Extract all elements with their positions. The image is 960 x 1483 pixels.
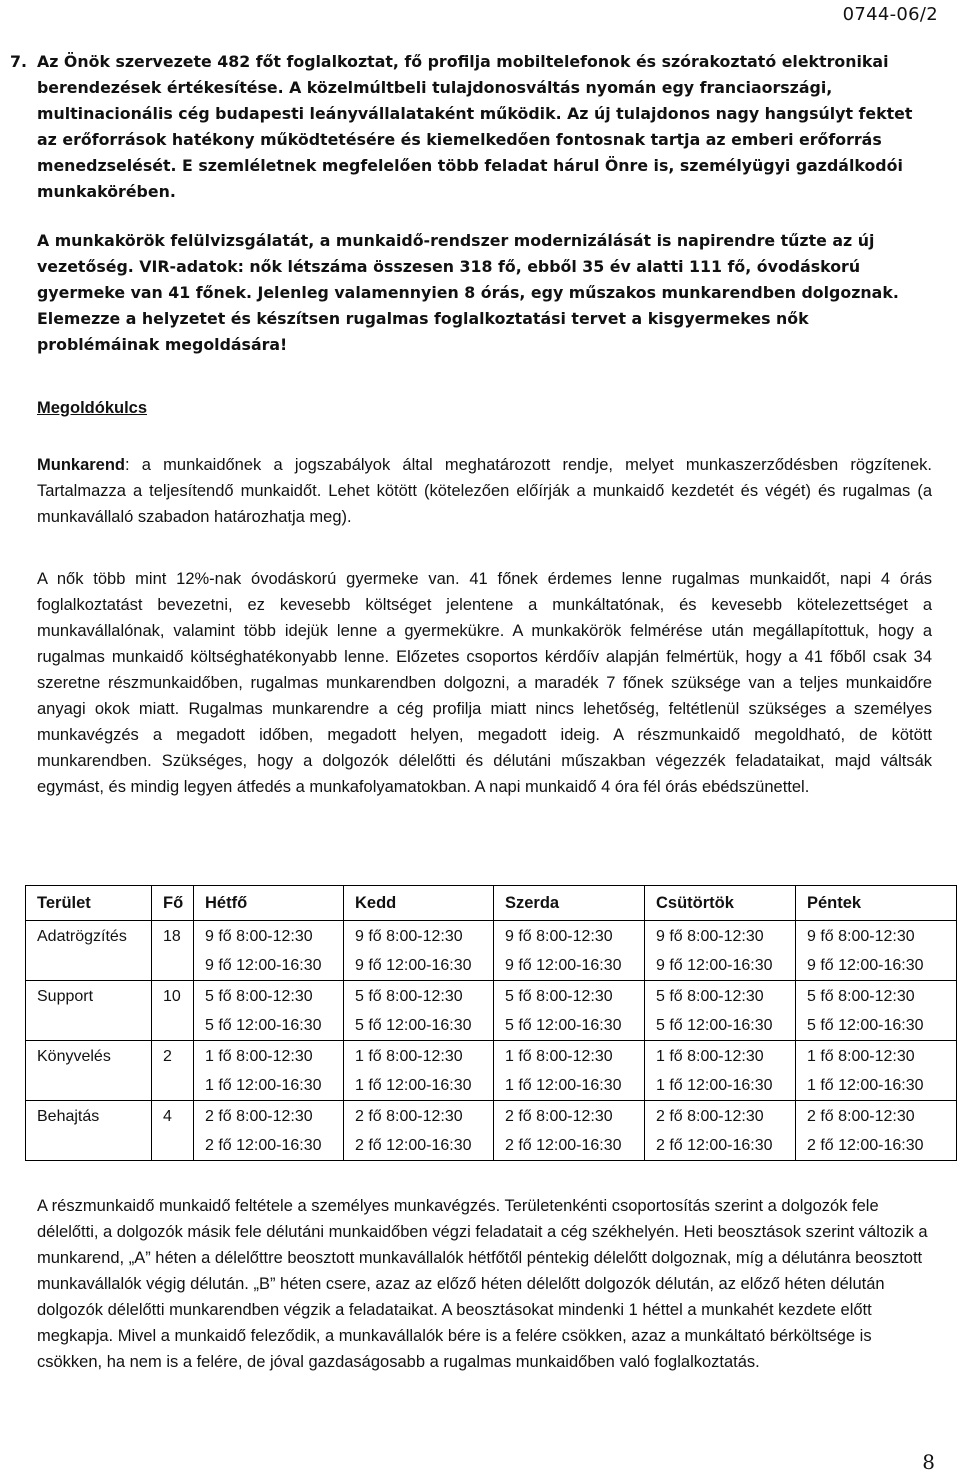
shift-cell — [494, 1041, 645, 1101]
shift-line: 9 fő 8:00-12:30 — [505, 928, 613, 945]
shift-cell — [194, 981, 344, 1041]
shift-line: 5 fő 12:00-16:30 — [355, 1017, 472, 1034]
shift-cell — [344, 1041, 494, 1101]
shift-line: 2 fő 8:00-12:30 — [205, 1108, 313, 1125]
shift-line: 5 fő 12:00-16:30 — [505, 1017, 622, 1034]
task-body — [37, 49, 932, 358]
shift-cell — [494, 921, 645, 981]
headcount-cell: 4 — [152, 1101, 194, 1161]
area-cell: Könyvelés — [26, 1041, 152, 1101]
shift-line: 9 fő 12:00-16:30 — [505, 957, 622, 974]
shift-line: 1 fő 12:00-16:30 — [505, 1077, 622, 1094]
shift-cell — [796, 1101, 957, 1161]
shift-cell — [344, 981, 494, 1041]
definition-paragraph — [37, 452, 932, 530]
shift-line: 1 fő 12:00-16:30 — [807, 1077, 924, 1094]
shift-line: 1 fő 12:00-16:30 — [205, 1077, 322, 1094]
shift-line: 5 fő 12:00-16:30 — [656, 1017, 773, 1034]
shift-cell — [796, 1041, 957, 1101]
shift-cell — [645, 1041, 796, 1101]
shift-line: 2 fő 12:00-16:30 — [656, 1137, 773, 1154]
table-header-cell: Hétfő — [194, 886, 344, 921]
definition-term: Munkarend — [37, 456, 126, 474]
task-number: 7. — [10, 52, 27, 71]
shift-line: 9 fő 12:00-16:30 — [205, 957, 322, 974]
shift-cell — [796, 921, 957, 981]
shift-line: 2 fő 8:00-12:30 — [355, 1108, 463, 1125]
table-header-cell: Kedd — [344, 886, 494, 921]
shift-line: 1 fő 8:00-12:30 — [807, 1048, 915, 1065]
shift-line: 1 fő 8:00-12:30 — [355, 1048, 463, 1065]
shift-cell — [194, 1101, 344, 1161]
shift-cell — [494, 1101, 645, 1161]
solution-heading: Megoldókulcs — [37, 399, 148, 417]
shift-line: 5 fő 8:00-12:30 — [505, 988, 613, 1005]
shift-line: 5 fő 12:00-16:30 — [205, 1017, 322, 1034]
task-question: A munkakörök felülvizsgálatát, a munkaidő-rendszer modernizálását is napirendre tűzte az új vezetőség. VIR-adatok: nők létszáma összesen 318 fő, ebből 35 év alatti 111 fő, óvodáskorú gyermeke van 41 főnek. Jelenleg valamennyien 8 órás, egy műszakos munkarendben dolgoznak. Elemezze a helyzetet és készítsen rugalmas foglalkoztatási tervet a kisgyermekes nők problémáinak megoldására! — [37, 231, 899, 354]
table-header-row — [26, 886, 957, 921]
shift-line: 2 fő 8:00-12:30 — [807, 1108, 915, 1125]
shift-line: 9 fő 8:00-12:30 — [205, 928, 313, 945]
shift-line: 1 fő 12:00-16:30 — [656, 1077, 773, 1094]
table-row — [26, 921, 957, 981]
page-number: 8 — [922, 1450, 935, 1474]
shift-cell — [645, 1101, 796, 1161]
shift-cell — [344, 921, 494, 981]
shift-line: 1 fő 8:00-12:30 — [205, 1048, 313, 1065]
table-header-cell: Csütörtök — [645, 886, 796, 921]
shift-line: 9 fő 12:00-16:30 — [656, 957, 773, 974]
shift-line: 1 fő 12:00-16:30 — [355, 1077, 472, 1094]
task-intro: Az Önök szervezete 482 főt foglalkoztat, fő profilja mobiltelefonok és szórakoztató elektronikai berendezések értékesítése. A közelmúltbeli tulajdonosváltás nyomán egy franciaországi, multinacionális cég budapesti leányvállalataként működik. Az új tulajdonos nagy hangsúlyt fektet az erőforrások hatékony működtetésére és kiemelkedően fontosnak tartja az emberi erőforrás menedzselését. E szemléletnek megfelelően több feladat hárul Önre is, személyügyi gazdálkodói munkakörében. — [37, 52, 913, 201]
shift-line: 9 fő 12:00-16:30 — [807, 957, 924, 974]
analysis-paragraph: A nők több mint 12%-nak óvodáskorú gyermeke van. 41 főnek érdemes lenne rugalmas munkaidőt, napi 4 órás foglalkoztatást bevezetni, ez kevesebb költséget jelentene a munkáltatónak, és kevesebb kötelezettséget a munkavállalónak, valamint több idejük lenne a gyermekükre. A munkakörök felmérése után megállapítottuk, hogy a rugalmas munkaidő költséghatékonyabb lenne. Előzetes csoportos kérdőív alapján felmértük, hogy a 41 főből csak 34 szeretne részmunkaidőben, rugalmas munkarendben dolgozni, a maradék 7 főnek szüksége van a teljes munkaidőre anyagi okok miatt. Rugalmas munkarendre a cég profilja miatt nincs lehetőség, feltétlenül szükséges a személyes munkavégzés a megadott időben, megadott helyen, megadott ideig. A részmunkaidő megoldható, de kötött munkarendben. Szükséges, hogy a dolgozók délelőtti és délutáni műszakban végezzék feladataikat, majd váltsák egymást, és mindig legyen átfedés a munkafolyamatokban. A napi munkaidő 4 óra fél órás ebédszünettel. — [37, 570, 932, 796]
table-row — [26, 1041, 957, 1101]
table-row — [26, 1101, 957, 1161]
document-code: 0744-06/2 — [842, 4, 938, 25]
shift-line: 2 fő 8:00-12:30 — [505, 1108, 613, 1125]
shift-line: 9 fő 12:00-16:30 — [355, 957, 472, 974]
shift-line: 1 fő 8:00-12:30 — [505, 1048, 613, 1065]
area-cell: Support — [26, 981, 152, 1041]
headcount-cell: 2 — [152, 1041, 194, 1101]
schedule-table — [25, 885, 957, 1161]
shift-cell — [645, 921, 796, 981]
conclusion-paragraph: A részmunkaidő munkaidő feltétele a személyes munkavégzés. Területenkénti csoportosítás szerint a dolgozók fele délelőtti, a dolgozók másik fele délutáni munkaidőben végzi feladatait a cég székhelyén. Heti beosztások szerint változik a munkarend, „A” héten a délelőttre beosztott munkavállalók hétfőtől péntekig délelőtt dolgoznak, míg a délutánra beosztott munkavállalók végig délután. „B” héten csere, azaz az előző héten délelőtt dolgozók délután, az előző héten délután dolgozók délelőtti munkarendben végzik a feladataikat. A beosztásokat mindenki 1 héttel a munkahét kezdete előtt megkapja. Mivel a munkaidő feleződik, a munkavállalók bére is a felére csökken, azaz a munkáltató bérköltsége is csökken, ha nem is a felére, de jóval gazdaságosabb a rugalmas munkaidőben való foglalkoztatás. — [37, 1197, 928, 1371]
shift-line: 1 fő 8:00-12:30 — [656, 1048, 764, 1065]
shift-cell — [194, 921, 344, 981]
shift-line: 2 fő 12:00-16:30 — [205, 1137, 322, 1154]
shift-line: 2 fő 12:00-16:30 — [807, 1137, 924, 1154]
shift-line: 5 fő 8:00-12:30 — [205, 988, 313, 1005]
table-header-cell: Fő — [152, 886, 194, 921]
shift-cell — [494, 981, 645, 1041]
shift-line: 5 fő 8:00-12:30 — [656, 988, 764, 1005]
shift-line: 2 fő 12:00-16:30 — [355, 1137, 472, 1154]
headcount-cell: 10 — [152, 981, 194, 1041]
table-header-cell: Szerda — [494, 886, 645, 921]
shift-line: 5 fő 12:00-16:30 — [807, 1017, 924, 1034]
definition-text: : a munkaidőnek a jogszabályok által meghatározott rendje, melyet munkaszerződésben rögzítenek. Tartalmazza a teljesítendő munkaidőt. Lehet kötött (kötelezően előírják a munkaidő kezdetét és végét) és rugalmas (a munkavállaló szabadon határozhatja meg). — [37, 456, 932, 526]
shift-cell — [194, 1041, 344, 1101]
area-cell: Adatrögzítés — [26, 921, 152, 981]
area-cell: Behajtás — [26, 1101, 152, 1161]
shift-cell — [344, 1101, 494, 1161]
table-header-cell: Péntek — [796, 886, 957, 921]
shift-line: 5 fő 8:00-12:30 — [807, 988, 915, 1005]
task-block — [10, 49, 932, 358]
shift-line: 9 fő 8:00-12:30 — [355, 928, 463, 945]
shift-line: 2 fő 8:00-12:30 — [656, 1108, 764, 1125]
shift-line: 9 fő 8:00-12:30 — [807, 928, 915, 945]
headcount-cell: 18 — [152, 921, 194, 981]
table-header-cell: Terület — [26, 886, 152, 921]
shift-line: 2 fő 12:00-16:30 — [505, 1137, 622, 1154]
shift-cell — [645, 981, 796, 1041]
table-row — [26, 981, 957, 1041]
shift-line: 9 fő 8:00-12:30 — [656, 928, 764, 945]
shift-cell — [796, 981, 957, 1041]
shift-line: 5 fő 8:00-12:30 — [355, 988, 463, 1005]
